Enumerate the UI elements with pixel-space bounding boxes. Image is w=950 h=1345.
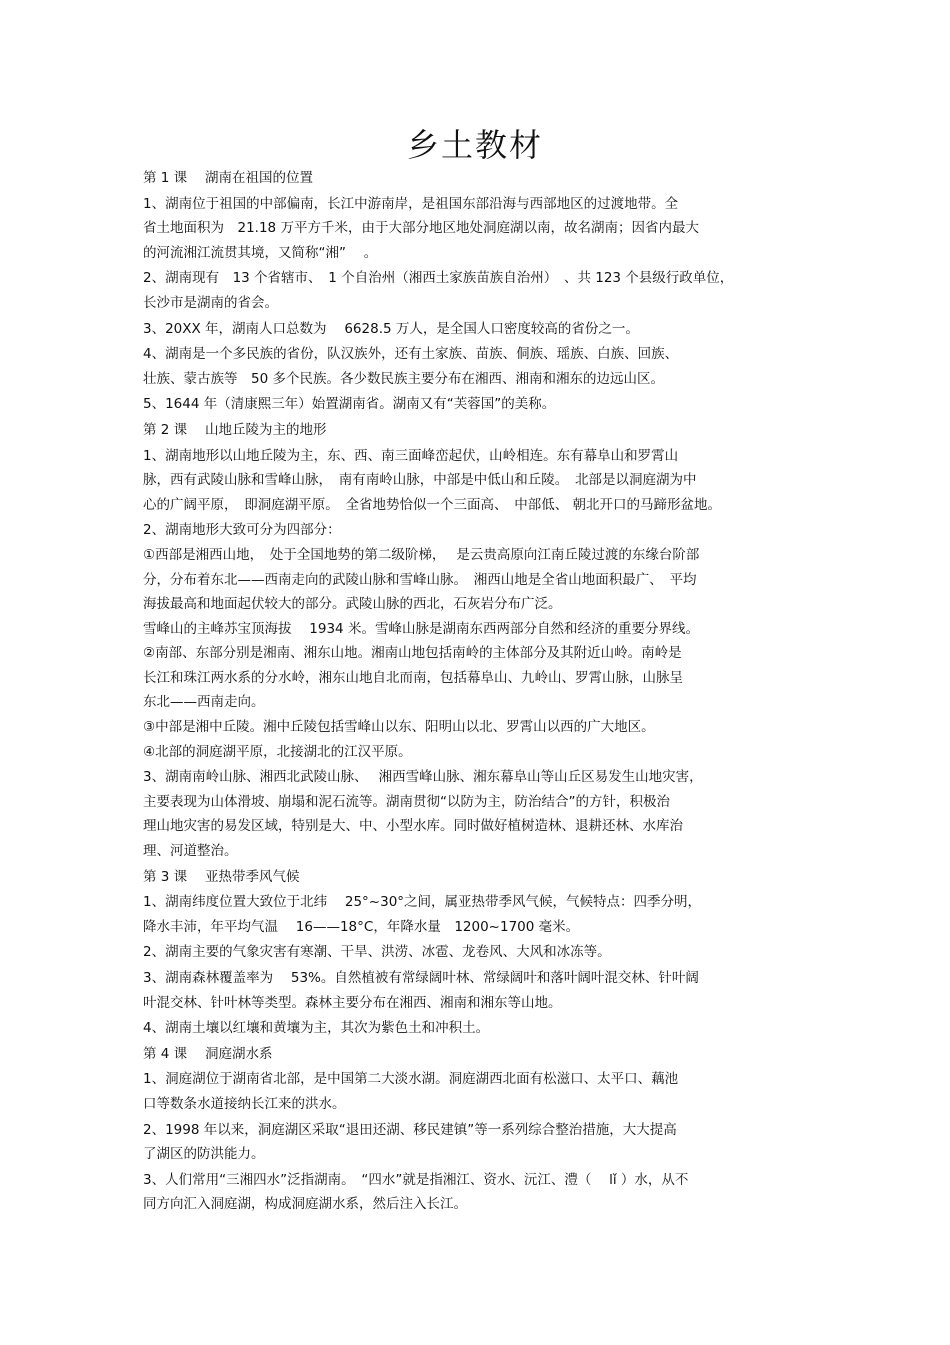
lesson-section xyxy=(143,865,811,1041)
lesson-section xyxy=(143,166,811,417)
paragraph-line: 脉，西有武陵山脉和雪峰山脉， 南有南岭山脉，中部是中低山和丘陵。 北部是以洞庭湖为中 xyxy=(143,472,697,489)
paragraph-line: 长江和珠江两水系的分水岭，湘东山地自北而南，包括幕阜山、九岭山、罗霄山脉，山脉呈 xyxy=(143,669,683,686)
paragraph-line: 降水丰沛，年平均气温 16——18°C，年降水量 1200~1700 毫米。 xyxy=(143,918,580,935)
lesson-heading: 第 1 课 湖南在祖国的位置 xyxy=(143,170,313,186)
paragraph-line: ③中部是湘中丘陵。湘中丘陵包括雪峰山以东、阳明山以北、罗霄山以西的广大地区。 xyxy=(143,719,655,736)
paragraph-line: 海拔最高和地面起伏较大的部分。武陵山脉的西北，石灰岩分布广泛。 xyxy=(143,596,562,613)
paragraph-line: 主要表现为山体滑坡、崩塌和泥石流等。湖南贯彻“以防为主，防治结合”的方针，积极治 xyxy=(143,793,670,810)
paragraph-line: 4、湖南土壤以红壤和黄壤为主，其次为紫色土和冲积土。 xyxy=(143,1020,490,1037)
paragraph-line: 2、湖南主要的气象灾害有寒潮、干旱、洪涝、冰雹、龙卷风、大风和冰冻等。 xyxy=(143,944,611,961)
paragraph-line: 的河流湘江流贯其境，又简称“湘” 。 xyxy=(143,244,378,261)
lesson-heading: 第 4 课 洞庭湖水系 xyxy=(143,1045,273,1062)
paragraph-line: 了湖区的防洪能力。 xyxy=(143,1146,265,1163)
paragraph-line: 3、人们常用“三湘四水”泛指湖南。 “四水”就是指湘江、资水、沅江、澧（ lǐ ）水，从不 xyxy=(143,1171,689,1188)
lesson-paragraph xyxy=(143,1118,811,1167)
lesson-paragraph xyxy=(143,966,811,1015)
paragraph-line: 同方向汇入洞庭湖，构成洞庭湖水系，然后注入长江。 xyxy=(143,1196,467,1213)
paragraph-line: 4、湖南是一个多民族的省份，队汉族外，还有土家族、苗族、侗族、瑶族、白族、回族、 xyxy=(143,346,679,363)
paragraph-line: 1、湖南位于祖国的中部偏南，长江中游南岸，是祖国东部沿海与西部地区的过渡地带。全 xyxy=(143,195,679,212)
lesson-paragraph xyxy=(143,392,811,417)
lesson-paragraph xyxy=(143,765,811,863)
paragraph-line: 理、河道整治。 xyxy=(143,843,238,860)
paragraph-line: 3、20XX 年，湖南人口总数为 6628.5 万人，是全国人口密度较高的省份之一。 xyxy=(143,320,639,337)
lesson-paragraph xyxy=(143,192,811,266)
paragraph-line: 3、湖南南岭山脉、湘西北武陵山脉、 湘西雪峰山脉、湘东幕阜山等山丘区易发生山地灾害， xyxy=(143,769,703,786)
paragraph-line: 口等数条水道接纳长江来的洪水。 xyxy=(143,1095,346,1112)
lesson-heading: 第 3 课 亚热带季风气候 xyxy=(143,868,300,885)
paragraph-line: 省土地面积为 21.18 万平方千米，由于大部分地区地处洞庭湖以南，故名湖南；因省内最大 xyxy=(143,220,699,237)
paragraph-line: 1、湖南纬度位置大致位于北纬 25°~30°之间，属亚热带季风气候，气候特点：四季分明， xyxy=(143,894,702,911)
paragraph-line: 2、湖南地形大致可分为四部分： xyxy=(143,522,341,539)
paragraph-line: 心的广阔平原， 即洞庭湖平原。 全省地势恰似一个三面高、 中部低、 朝北开口的马蹄形盆地。 xyxy=(143,496,722,513)
paragraph-line: 分，分布着东北——西南走向的武陵山脉和雪峰山脉。 湘西山地是全省山地面积最广、 平均 xyxy=(143,571,697,588)
document-title: 乡土教材 xyxy=(406,126,543,164)
paragraph-line: 叶混交林、针叶林等类型。森林主要分布在湘西、湘南和湘东等山地。 xyxy=(143,994,562,1011)
paragraph-line: 2、湖南现有 13 个省辖市、 1 个自治州（湘西土家族苗族自治州） 、共 123 个县级行政单位， xyxy=(143,270,734,287)
lesson-paragraph xyxy=(143,266,811,315)
paragraph-line: 3、湖南森林覆盖率为 53%。自然植被有常绿阔叶林、常绿阔叶和落叶阔叶混交林、针叶阔 xyxy=(143,970,699,986)
lesson-paragraph xyxy=(143,1168,811,1217)
paragraph-line: 1、洞庭湖位于湖南省北部，是中国第二大淡水湖。洞庭湖西北面有松滋口、太平口、藕池 xyxy=(143,1071,679,1088)
lesson-paragraph xyxy=(143,1067,811,1116)
lesson-paragraph xyxy=(143,518,811,764)
paragraph-line: ①西部是湘西山地， 处于全国地势的第二级阶梯， 是云贵高原向江南丘陵过渡的东缘台阶部 xyxy=(143,546,700,563)
paragraph-line: 长沙市是湖南的省会。 xyxy=(143,294,278,311)
lesson-paragraph xyxy=(143,1016,811,1041)
lesson-section xyxy=(143,1042,811,1217)
paragraph-line: 5、1644 年（清康熙三年）始置湖南省。湖南又有“芙蓉国”的美称。 xyxy=(143,396,556,413)
paragraph-line: ④北部的洞庭湖平原，北接湖北的江汉平原。 xyxy=(143,743,412,760)
lesson-paragraph xyxy=(143,342,811,391)
lesson-section xyxy=(143,418,811,864)
lesson-paragraph xyxy=(143,940,811,965)
paragraph-line: ②南部、东部分别是湘南、湘东山地。湘南山地包括南岭的主体部分及其附近山岭。南岭是 xyxy=(143,645,682,662)
paragraph-line: 理山地灾害的易发区域，特别是大、中、小型水库。同时做好植树造林、退耕还林、水库治 xyxy=(143,818,683,835)
paragraph-line: 壮族、蒙古族等 50 多个民族。各少数民族主要分布在湘西、湘南和湘东的边远山区。 xyxy=(143,370,664,387)
lesson-paragraph xyxy=(143,890,811,939)
paragraph-line: 雪峰山的主峰苏宝顶海拔 1934 米。雪峰山脉是湖南东西两部分自然和经济的重要分界线。 xyxy=(143,620,699,637)
paragraph-line: 1、湖南地形以山地丘陵为主，东、西、南三面峰峦起伏，山岭相连。东有幕阜山和罗霄山 xyxy=(143,447,679,464)
lesson-heading: 第 2 课 山地丘陵为主的地形 xyxy=(143,421,327,438)
paragraph-line: 2、1998 年以来，洞庭湖区采取“退田还湖、移民建镇”等一系列综合整治措施，大大提高 xyxy=(143,1121,677,1138)
document-body xyxy=(143,166,811,1218)
lesson-paragraph xyxy=(143,444,811,518)
paragraph-line: 东北——西南走向。 xyxy=(143,694,265,711)
lesson-paragraph xyxy=(143,317,811,342)
